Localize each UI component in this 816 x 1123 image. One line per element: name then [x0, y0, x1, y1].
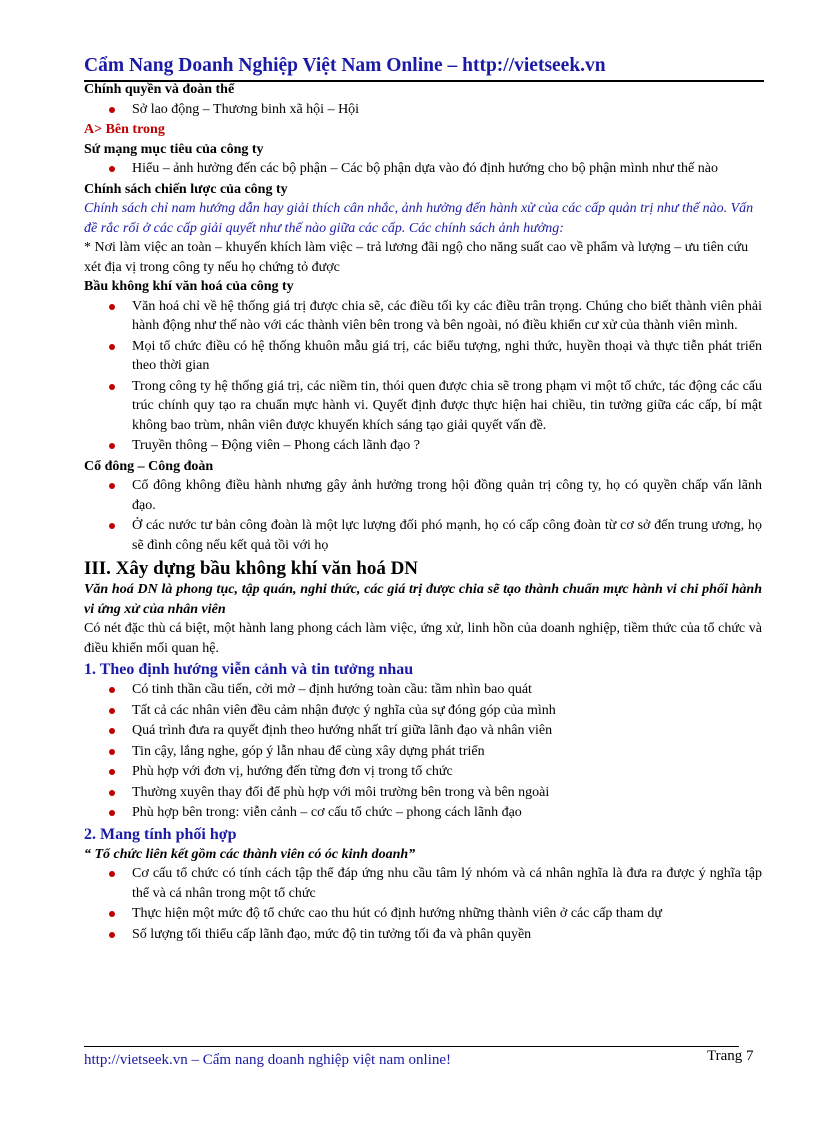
italic-paragraph: Chính sách chỉ nam hướng dẫn hay giải thích cân nhắc, ảnh hưởng đến hành xử của các cấp quản trị như thế nào. Vấn đề rắc rối ở các cấp giải quyết như thế nào giữa các cấp. Các chính sách ảnh hưởng: — [84, 201, 754, 236]
list-item: Hiểu – ảnh hưởng đến các bộ phận – Các bộ phận dựa vào đó định hướng cho bộ phận mình như thế nào — [84, 159, 762, 179]
bold-italic-paragraph: Văn hoá DN là phong tục, tập quán, nghi thức, các giá trị được chia sẽ tạo thành chuẩn mực hành vi chi phối hành vi ứng xử của nhân viên — [84, 582, 762, 617]
page-header — [84, 55, 764, 82]
section-heading: A> Bên trong — [84, 122, 165, 137]
list-item: Thường xuyên thay đổi để phù hợp với môi trường bên trong và bên ngoài — [84, 783, 762, 803]
footer-divider — [84, 1046, 739, 1047]
bullet-list — [84, 864, 762, 944]
bullet-list — [84, 159, 762, 179]
bullet-list — [84, 680, 762, 823]
list-item: Quá trình đưa ra quyết định theo hướng nhất trí giữa lãnh đạo và nhân viên — [84, 721, 762, 741]
list-item: Cổ đông không điều hành nhưng gây ảnh hưởng trong hội đồng quản trị công ty, họ có quyền chấp vấn lãnh đạo. — [84, 476, 762, 515]
list-item: Ở các nước tư bản công đoàn là một lực lượng đối phó mạnh, họ có cấp công đoàn từ cơ sở đến trung ương, họ sẽ đình công nếu kết quả tồi với họ — [84, 516, 762, 555]
subsection-heading: 2. Mang tính phối hợp — [84, 825, 237, 843]
section-heading: Chính quyền và đoàn thể — [84, 82, 235, 97]
chapter-heading: III. Xây dựng bầu không khí văn hoá DN — [84, 558, 419, 579]
subsection-heading: 1. Theo định hướng viễn cảnh và tin tưởng nhau — [84, 661, 414, 678]
section-heading: Chính sách chiến lược của công ty — [84, 181, 288, 197]
list-item: Tin cậy, lắng nghe, góp ý lẫn nhau để cùng xây dựng phát triển — [84, 742, 762, 762]
footer-link[interactable]: http://vietseek.vn – Cẩm nang doanh nghiệp việt nam online! — [84, 1052, 452, 1068]
section-heading: Bầu không khí văn hoá của công ty — [84, 279, 294, 294]
page-footer — [84, 1046, 764, 1068]
note-paragraph: * Nơi làm việc an toàn – khuyến khích làm việc – trả lương đãi ngộ cho năng suất cao về phẩm và lượng – ưu tiên cứu xét địa vị trong công ty nếu họ chứng tỏ được — [84, 240, 749, 275]
list-item: Truyền thông – Động viên – Phong cách lãnh đạo ? — [84, 436, 762, 456]
quote-line: “ Tổ chức liên kết gồm các thành viên có óc kinh doanh” — [84, 846, 416, 862]
header-title[interactable]: Cẩm Nang Doanh Nghiệp Việt Nam Online – http://vietseek.vn — [84, 55, 606, 76]
list-item: Số lượng tối thiểu cấp lãnh đạo, mức độ tin tưởng tối đa và phân quyền — [84, 925, 762, 945]
bullet-list — [84, 297, 762, 456]
list-item: Cơ cấu tổ chức có tính cách tập thể đáp ứng nhu cầu tâm lý nhóm và cá nhân nghĩa là đưa ra được ý nghĩa tập thể và cá nhân trong một tổ chức — [84, 864, 762, 903]
bullet-list — [84, 100, 762, 120]
bullet-list — [84, 476, 762, 555]
list-item: Phù hợp bên trong: viễn cảnh – cơ cấu tổ chức – phong cách lãnh đạo — [84, 803, 762, 823]
document-body — [84, 80, 762, 945]
page-number: Trang 7 — [707, 1048, 754, 1064]
list-item: Sở lao động – Thương binh xã hội – Hội — [84, 100, 762, 120]
list-item: Thực hiện một mức độ tổ chức cao thu hút có định hướng những thành viên ở các cấp tham dự — [84, 904, 762, 924]
list-item: Phù hợp với đơn vị, hướng đến từng đơn vị trong tổ chức — [84, 762, 762, 782]
list-item: Văn hoá chỉ về hệ thống giá trị được chia sẽ, các điều tối ky các điều trân trọng. Chúng cho biết thành viên phải hành động như thế nào với các thành viên bên trong và bên ngoài, nó điều khiển cư xử của thành viên mình. — [84, 297, 762, 336]
list-item: Có tinh thần cầu tiến, cởi mở – định hướng toàn cầu: tầm nhìn bao quát — [84, 680, 762, 700]
list-item: Tất cả các nhân viên đều cảm nhận được ý nghĩa của sự đóng góp của mình — [84, 701, 762, 721]
list-item: Mọi tổ chức điều có hệ thống khuôn mẫu giá trị, các biểu tượng, nghi thức, huyền thoại và thực tiễn phát triển theo thời gian — [84, 337, 762, 376]
body-paragraph: Có nét đặc thù cá biệt, một hành lang phong cách làm việc, ứng xử, linh hồn của doanh nghiệp, tiềm thức của tổ chức và điều khiển mối quan hệ. — [84, 621, 762, 656]
section-heading: Cổ đông – Công đoàn — [84, 458, 214, 474]
section-heading: Sứ mạng mục tiêu của công ty — [84, 141, 264, 157]
list-item: Trong công ty hệ thống giá trị, các niềm tin, thói quen được chia sẽ trong phạm vi một tổ chức, tác động các cấu trúc chính quy tạo ra chuẩn mực hành vi. Quyết định được thực hiện hai chiều, tin tưởng giữa các cấp, bí mật không bao trùm, nhân viên được khuyến khích sáng tạo giải quyết vấn đề. — [84, 377, 762, 436]
